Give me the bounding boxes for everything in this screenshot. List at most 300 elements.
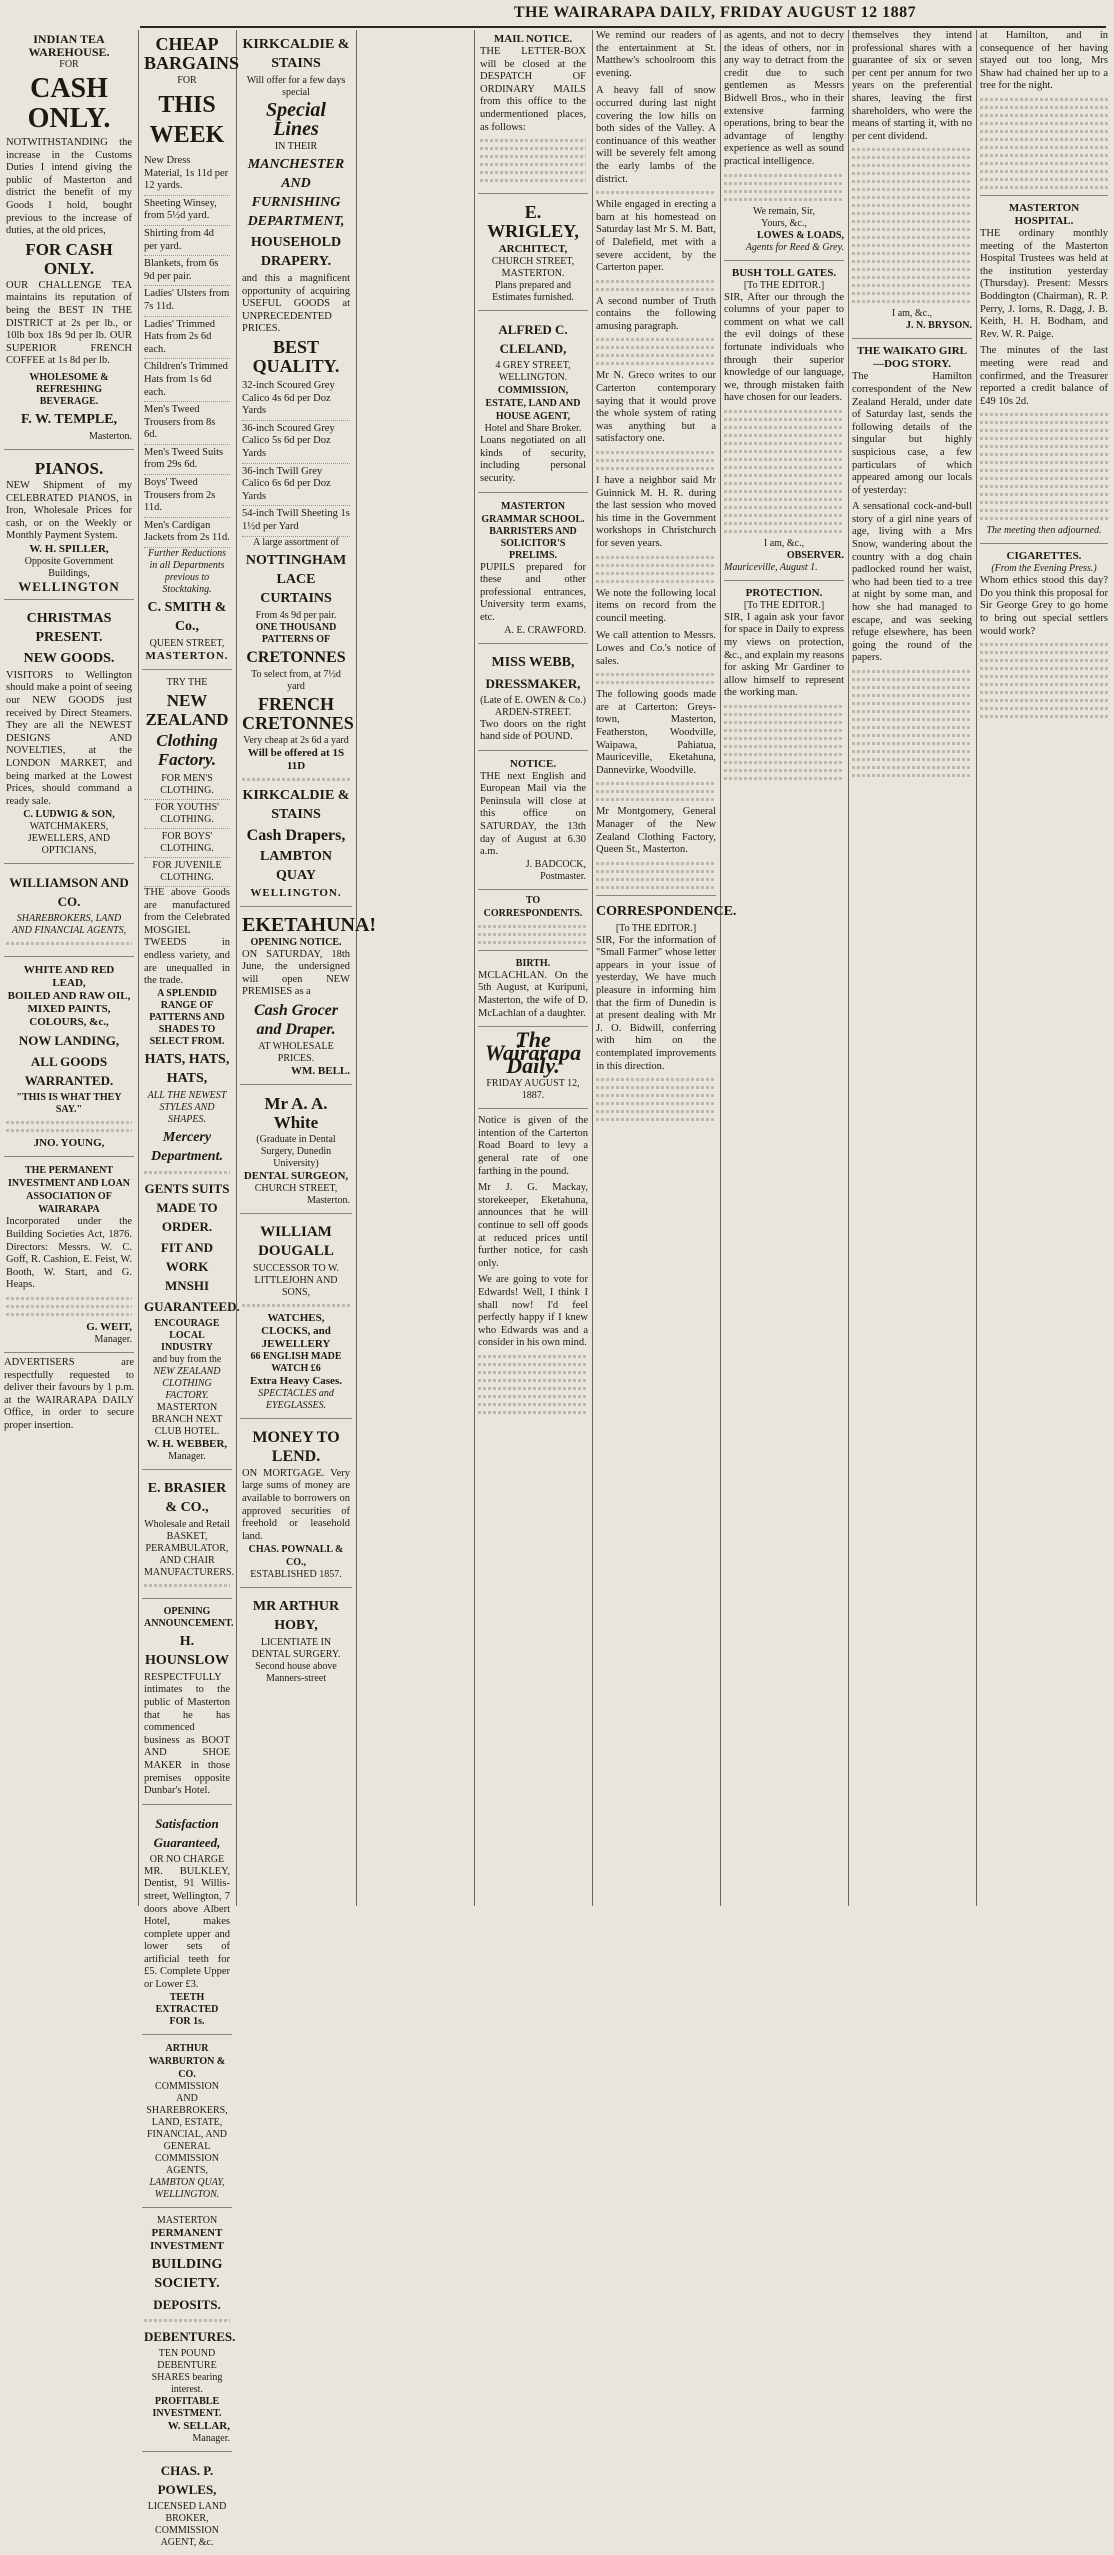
drapery-item: 36-inch Twill Grey Calico 6s 6d per Doz Yards <box>242 464 350 507</box>
kirkcaldie-name-2: KIRKCALDIE & STAINS <box>242 787 350 822</box>
column-2 <box>142 30 240 2548</box>
clothing-factory-ad <box>142 674 240 1470</box>
column-divider <box>356 30 357 1906</box>
column-divider <box>848 30 849 1906</box>
profitable: PROFITABLE INVESTMENT. <box>152 2395 222 2419</box>
lead-ad <box>4 961 134 1157</box>
text-filler <box>852 244 972 247</box>
text-filler <box>852 196 972 199</box>
text-filler <box>478 1363 588 1366</box>
divider <box>980 543 1108 544</box>
cigarettes-heading: CIGARETTES. <box>1006 550 1082 563</box>
text-filler <box>144 1171 230 1174</box>
hoby-sub: LICENTIATE IN DENTAL SURGERY. <box>251 1637 341 1661</box>
cash-grocer: Cash Grocer and Draper. <box>253 1001 338 1038</box>
text-filler <box>980 122 1108 125</box>
hospital-heading: MASTERTON HOSPITAL. <box>1008 201 1080 227</box>
text-filler <box>480 155 586 158</box>
splendid-range: A SPLENDID RANGE OF PATTERNS AND SHADES TO SELECT FROM. <box>149 987 225 1047</box>
cleland-name: ALFRED C. CLELAND, <box>498 322 568 357</box>
teeth-extracted: TEETH EXTRACTED FOR 1s. <box>155 1991 219 2027</box>
column-divider <box>976 30 977 1906</box>
new-zealand: NEW ZEALAND <box>145 691 229 730</box>
temple-name: F. W. TEMPLE, <box>20 411 118 427</box>
text-filler <box>478 925 588 928</box>
brasier-name: E. BRASIER & CO., <box>147 1480 227 1515</box>
text-filler <box>480 163 586 166</box>
text-filler <box>596 886 716 889</box>
this-week: THIS WEEK <box>149 92 225 148</box>
text-filler <box>980 186 1108 189</box>
text-filler <box>724 514 844 517</box>
text-filler <box>852 758 972 761</box>
text-filler <box>852 284 972 287</box>
column-divider <box>720 30 721 1906</box>
cash-only-heading: CASH ONLY. <box>27 73 111 134</box>
french-cretonnes: FRENCH CRETONNES <box>242 693 354 733</box>
cash-drapers: Cash Drapers, <box>246 826 346 844</box>
money-body: ON MORTGAGE. Very large sums of money are available to borrowers on approved securities of freehold or leasehold land. <box>242 1467 350 1542</box>
text-filler <box>724 490 844 493</box>
powles-sub: LICENSED LAND BROKER, COMMISSION AGENT, &c. <box>147 2500 227 2548</box>
kirkcaldie-ad <box>240 30 352 907</box>
birth-heading: BIRTH. <box>515 957 551 969</box>
text-filler <box>980 699 1108 702</box>
text-filler <box>980 445 1108 448</box>
cheap-bargains: CHEAP BARGAINS <box>144 34 240 73</box>
notice-heading: NOTICE. <box>509 757 557 770</box>
text-filler <box>852 220 972 223</box>
clothing-lines <box>144 771 230 887</box>
text-filler <box>478 1395 588 1398</box>
hospital-body-2: The minutes of the last meeting were read and confirmed, and the Treasurer reported a credit balance of £49 10s 2d. <box>980 345 1108 407</box>
text-filler <box>724 482 844 485</box>
mixed-paints: MIXED PAINTS, COLOURS, &c., <box>27 1003 111 1029</box>
spiller-address: Opposite Government Buildings, <box>24 555 114 579</box>
text-filler <box>724 190 844 193</box>
investment-body: Incorporated under the Building Societies Act, 1876. Directors: Messrs. W. C. Goff, R. Cashion, E. Feist, W. Booth, W. Start, and G. Heaps. <box>6 1216 132 1291</box>
text-filler <box>980 437 1108 440</box>
webb-ad <box>478 648 588 751</box>
ludwig-name: C. LUDWIG & SON, <box>23 809 115 821</box>
tea-heading: INDIAN TEA WAREHOUSE. <box>28 32 110 59</box>
text-filler <box>852 188 972 191</box>
lace-curtains: NOTTINGHAM LACE CURTAINS <box>245 552 347 606</box>
divider <box>596 895 716 896</box>
badcock: J. BADCOCK, <box>525 858 586 870</box>
text-filler <box>724 466 844 469</box>
opening-body: ON SATURDAY, 18th June, the undersigned will open NEW PREMISES as a <box>242 948 350 998</box>
queen-street: QUEEN STREET, <box>149 638 225 650</box>
permanent: PERMANENT INVESTMENT <box>150 2226 224 2252</box>
text-filler <box>852 252 972 255</box>
waikato-body-2: A sensational cock-and-bull story of a girl nine years of age, living with a Mrs Snow, wandering about the country with a dog chain padlocked round her waist, who had been tied to a tree at night by some man, and how she had managed to escape, and was seeking refuge elsewhere, has been going the round of the papers. <box>852 501 972 664</box>
hospital-body: THE ordinary monthly meeting of the Masterton Hospital Trustees was held at the institution yesterday (Thursday). Present: Messrs Boddington (Chairman), R. P. Perry, J. Iorns, R. Dagg, J. B. Keith, H. H. Bodham, and Rev. W. R. Paige. <box>980 227 1108 340</box>
select-from: To select from, at 7½d yard <box>251 668 341 692</box>
text-filler <box>596 862 716 865</box>
text-filler <box>852 766 972 769</box>
text-filler <box>596 354 716 357</box>
satisfaction: Satisfaction Guaranteed, <box>153 1815 221 1850</box>
news-montgomery: Mr Montgomery, General Manager of the New Zealand Clothing Factory, Queen St., Masterton. <box>596 806 716 856</box>
yours: Yours, &c., <box>761 217 807 229</box>
manchester: MANCHESTER AND FURNISHING DEPARTMENT, <box>247 157 345 229</box>
header-rule <box>140 26 1106 28</box>
clothing-line: FOR BOYS' CLOTHING. <box>144 829 230 858</box>
temple-place: Masterton. <box>88 430 132 442</box>
shares-letter: themselves they intend professional shares with a guarantee of six or seven per cent per annum for two years on the preferential shares, leaving the first shareholders, who were the means of starting it, with no per cent dividend. <box>852 30 972 142</box>
mosgiel-text: THE above Goods are manufactured from the Celebrated MOSGIEL TWEEDS in endless variety, and are unequalled in the trade. <box>144 887 230 987</box>
g-weit-role: Manager. <box>94 1333 132 1345</box>
text-filler <box>980 130 1108 133</box>
text-filler <box>724 450 844 453</box>
text-filler <box>724 434 844 437</box>
text-filler <box>980 469 1108 472</box>
guaranteed: GUARANTEED. <box>144 1298 240 1314</box>
text-filler <box>724 737 844 740</box>
text-filler <box>852 172 972 175</box>
tea-body: NOTWITHSTANDING the increase in the Customs Duties I intend giving the public of Masterton and district the benefit of my Goods I hold, bought previous to the increase of duties, at the old prices, <box>6 137 132 237</box>
english-watch: 66 ENGLISH MADE WATCH £6 <box>250 1350 342 1374</box>
to-editor: [To THE EDITOR.] <box>615 922 697 934</box>
text-filler <box>478 1355 588 1358</box>
commission: COMMISSION, ESTATE, LAND AND HOUSE AGENT, <box>485 385 581 423</box>
text-filler <box>144 2319 230 2322</box>
agents-line: Agents for Reed & Grey. <box>745 241 844 253</box>
text-filler <box>980 501 1108 504</box>
text-filler <box>980 413 1108 416</box>
text-filler <box>980 667 1108 670</box>
text-filler <box>596 673 716 676</box>
brasier-trade: Wholesale and Retail BASKET, PERAMBULATOR, AND CHAIR MANUFACTURERS. <box>144 1518 235 1578</box>
white-name: Mr A. A. White <box>264 1093 328 1132</box>
bargain-item: Blankets, from 6s 9d per pair. <box>144 256 230 286</box>
barristers: BARRISTERS AND SOLICITOR'S PRELIMS. <box>489 525 577 561</box>
cash-only-banner: FOR CASH ONLY. <box>25 239 113 278</box>
webb-sub: (Late of E. OWEN & Co.) <box>480 694 586 706</box>
dental-surgeon: DENTAL SURGEON, <box>243 1169 349 1182</box>
wrigley-name: E. WRIGLEY, <box>487 202 579 242</box>
text-filler <box>596 280 716 283</box>
boiled-oil: BOILED AND RAW OIL, <box>7 990 131 1003</box>
money-ad <box>240 1423 352 1589</box>
new-goods-heading: NEW GOODS. <box>23 650 115 666</box>
smith-name: C. SMITH & Co., <box>147 600 227 635</box>
text-filler <box>724 174 844 177</box>
wellington-label-2: WELLINGTON. <box>250 886 342 899</box>
text-filler <box>980 493 1108 496</box>
text-filler <box>6 1297 132 1300</box>
from-pair: From 4s 9d per pair. <box>255 609 337 621</box>
text-filler <box>724 182 844 185</box>
opening-notice: OPENING NOTICE. <box>250 936 342 948</box>
text-filler <box>6 1121 132 1124</box>
bargains-for: FOR <box>177 75 197 86</box>
text-filler <box>596 1102 716 1105</box>
text-filler <box>596 1110 716 1113</box>
text-filler <box>478 1387 588 1390</box>
text-filler <box>6 1129 132 1132</box>
text-filler <box>6 1305 132 1308</box>
wellington-label: WELLINGTON <box>18 578 120 594</box>
news-accident: While engaged in erecting a barn at his homestead on Saturday last Mr S. M. Batt, of Dalefield, met with a severe accident, by the Carterton paper. <box>596 199 716 274</box>
text-filler <box>596 1086 716 1089</box>
dougall-ad <box>240 1218 352 1419</box>
news-neighbor: I have a neighbor said Mr Guinnick M. H. R. during the last session who moved his time in the Government workshops in Christchurch for seven years. <box>596 475 716 549</box>
thousand-patterns: ONE THOUSAND PATTERNS OF <box>255 621 337 645</box>
text-filler <box>852 228 972 231</box>
webber: W. H. WEBBER, <box>146 1437 228 1450</box>
cleland-ad <box>478 315 588 492</box>
text-filler <box>596 346 716 349</box>
text-filler <box>980 106 1108 109</box>
news-truth: A second number of Truth contains the following amusing paragraph. <box>596 295 716 332</box>
text-filler <box>480 171 586 174</box>
tea-warehouse-ad <box>4 30 134 450</box>
beverage-line: WHOLESOME & REFRESHING BEVERAGE. <box>29 371 109 407</box>
church-street: CHURCH STREET, <box>254 1182 338 1194</box>
bargain-item: Ladies' Ulsters from 7s 11d. <box>144 286 230 316</box>
text-filler <box>980 691 1108 694</box>
branch: MASTERTON BRANCH NEXT CLUB HOTEL. <box>151 1401 223 1437</box>
white-masterton: Masterton. <box>306 1194 350 1206</box>
observer: OBSERVER. <box>786 549 844 561</box>
text-filler <box>478 1379 588 1382</box>
meeting-adjourned: The meeting then adjourned. <box>986 525 1102 537</box>
text-filler <box>596 1078 716 1081</box>
birth-body: MCLACHLAN. On the 5th August, at Kuripuni, Masterton, the wife of D. McLachlan of a daughter. <box>478 969 588 1019</box>
jno-young: JNO. YOUNG, <box>33 1137 105 1150</box>
wrigley-addr: CHURCH STREET, MASTERTON. <box>491 256 575 280</box>
bush-heading: BUSH TOLL GATES. <box>731 266 837 279</box>
text-filler <box>980 170 1108 173</box>
agents-letter: as agents, and not to decry the ideas of others, nor in any way to detract from the credit due to such gentlemen as Messrs Bidwell Bros., who in their extensive farming operations, bring to bear the advantage of lengthy experience as well as sound practical intelligence. <box>724 30 844 167</box>
wrigley-ad <box>478 198 588 311</box>
bargain-item: Ladies' Trimmed Hats from 2s 6d each. <box>144 317 230 360</box>
christmas-ad <box>4 604 134 865</box>
text-filler <box>6 1313 132 1316</box>
mercery: Mercery Department. <box>151 1129 223 1164</box>
text-filler <box>596 1118 716 1121</box>
text-filler <box>852 212 972 215</box>
investment-heading: THE PERMANENT INVESTMENT AND LOAN ASSOCIATION OF WAIRARAPA <box>7 1165 131 1216</box>
hamilton-story: at Hamilton, and in consequence of her having stayed out too long, Mrs Shaw had chained her up to a tree for the night. <box>980 30 1108 92</box>
cigarettes-source: (From the Evening Press.) <box>991 563 1097 575</box>
text-filler <box>242 1304 350 1307</box>
text-filler <box>852 236 972 239</box>
text-filler <box>724 761 844 764</box>
masterton-2: MASTERTON <box>156 2214 218 2226</box>
text-filler <box>852 694 972 697</box>
pupils: PUPILS prepared for these and other professional entrances, University term exams, etc. <box>480 561 586 623</box>
text-filler <box>852 742 972 745</box>
news-lowes: We call attention to Messrs. Lowes and Co.'s notice of sales. <box>596 630 716 667</box>
text-filler <box>480 147 586 150</box>
divider <box>980 195 1108 196</box>
try-the: TRY THE <box>166 677 208 689</box>
lowes-signature: LOWES & LOADS, <box>757 229 844 241</box>
text-filler <box>724 498 844 501</box>
text-filler <box>980 707 1108 710</box>
text-filler <box>980 146 1108 149</box>
text-filler <box>724 713 844 716</box>
daily-date: FRIDAY AUGUST 12, 1887. <box>486 1078 580 1102</box>
text-filler <box>724 705 844 708</box>
drapery-item: 54-inch Twill Sheeting 1s 1½d per Yard <box>242 506 350 536</box>
text-filler <box>852 702 972 705</box>
grammar-school: MASTERTON GRAMMAR SCHOOL. <box>481 500 585 525</box>
investment-ad <box>4 1161 134 1353</box>
column-7 <box>852 30 972 1906</box>
clothing-line: FOR MEN'S CLOTHING. <box>144 771 230 800</box>
text-filler <box>852 300 972 303</box>
hounslow-body: RESPECTFULLY intimates to the public of Masterton that he has commenced business as BOOT AND SHOE MAKER in those premises opposite Dunbar's Hotel. <box>144 1671 230 1797</box>
buy-from: and buy from the <box>152 1353 222 1365</box>
text-filler <box>478 1411 588 1414</box>
deposits: DEPOSITS. <box>153 2296 221 2312</box>
notice-body: THE next English and European Mail via the Peninsula will close at this office on SATURDAY, the 13th day of August at 6.30 a.m. <box>480 770 586 858</box>
text-filler <box>724 777 844 780</box>
postmaster: Postmaster. <box>540 870 586 882</box>
shapes: ALL THE NEWEST STYLES AND SHAPES. <box>147 1089 227 1125</box>
arden-street: ARDEN-STREET. <box>494 706 572 718</box>
pianos-heading: PIANOS. <box>34 458 104 478</box>
building-society: BUILDING SOCIETY. <box>151 2256 223 2291</box>
powles-name: CHAS. P. POWLES, <box>157 2462 217 2497</box>
bargain-item: Children's Trimmed Hats from 1s 6d each. <box>144 359 230 402</box>
bargain-item: Men's Tweed Trousers from 8s 6d. <box>144 402 230 445</box>
news-local: We note the following local items on record from the council meeting. <box>596 587 716 624</box>
encourage: ENCOURAGE LOCAL INDUSTRY <box>154 1317 220 1353</box>
webber-role: Manager. <box>168 1450 206 1462</box>
divider <box>478 950 588 951</box>
text-filler <box>478 1371 588 1374</box>
protection-body: SIR, I again ask your favor for space in Daily to express my views on protection, &c., and explain my reasons for asking Mr Gardiner to allow himself to represent the working man. <box>724 611 844 699</box>
text-filler <box>480 139 586 142</box>
text-filler <box>852 710 972 713</box>
powles-ad <box>142 2456 232 2555</box>
coffee-body: OUR CHALLENGE TEA maintains its reputation of being the BEST IN THE DISTRICT at 2s per lb., or 10lb box 18s 9d per lb. OUR SUPERIOR FRENCH COFFEE at 1s 8d per lb. <box>6 279 132 367</box>
hotel-broker: Hotel and Share Broker. <box>484 423 582 435</box>
christmas-body: VISITORS to Wellington should make a point of seeing our NEW GOODS just received by Direct Steamers. They are all the NEWEST DESIGNS AND NOVELTIES, at the LONDON MARKET, and being marked at the Lowest Prices, should command a ready sale. <box>6 669 132 807</box>
opening-announcement: OPENING ANNOUNCEMENT. <box>144 1605 234 1629</box>
column-6 <box>724 30 844 1906</box>
arthur-name: ARTHUR WARBURTON & CO. <box>148 2042 226 2080</box>
text-filler <box>980 517 1108 520</box>
news-intro: We remind our readers of the entertainment at St. Matthew's schoolroom this evening. <box>596 30 716 79</box>
text-filler <box>724 442 844 445</box>
text-filler <box>852 774 972 777</box>
news-list: The following goods made are at Carterton: Greys-town, Masterton, Featherston, Woodville, Waipawa, Pahiatua, Mauriceville, Eketahuna, Dannevirke, Woodville. <box>596 689 716 776</box>
letter-body: SIR, For the information of "Small Farmer" whose letter appears in your issue of yesterday, We have much pleasure in informing him that the firm of Dunedin is at present dealing with Mr J. O. Bidwill, conferring with him on the contemplated improvements in this direction. <box>596 934 716 1072</box>
text-filler <box>980 114 1108 117</box>
text-filler <box>596 362 716 365</box>
white-ad <box>240 1089 352 1214</box>
column-divider <box>236 30 237 1906</box>
text-filler <box>980 477 1108 480</box>
cretonnes: CRETONNES <box>246 648 346 666</box>
page-header: THE WAIRARAPA DAILY, FRIDAY AUGUST 12 1887 <box>513 4 917 21</box>
protection-editor: [To THE EDITOR.] <box>743 599 825 611</box>
text-filler <box>596 681 716 684</box>
what-they-say: "THIS IS WHAT THEY SAY." <box>16 1092 122 1116</box>
text-filler <box>852 260 972 263</box>
building-society-ad <box>142 2212 236 2452</box>
text-filler <box>852 750 972 753</box>
text-filler <box>144 1584 230 1587</box>
text-filler <box>596 790 716 793</box>
bargain-item: Boys' Tweed Trousers from 2s 11d. <box>144 475 230 518</box>
text-filler <box>724 458 844 461</box>
text-filler <box>596 191 716 194</box>
text-filler <box>980 651 1108 654</box>
in-their: IN THEIR <box>274 141 318 152</box>
text-filler <box>596 459 716 462</box>
bargain-item: New Dress Material, 1s 11d per 12 yards. <box>144 153 230 196</box>
g-weit: G. WEIT, <box>86 1320 132 1333</box>
column-divider <box>138 30 139 1906</box>
offer: Will offer for a few days special <box>246 75 346 98</box>
brasier-ad <box>142 1474 235 1599</box>
text-filler <box>6 942 132 945</box>
text-filler <box>980 138 1108 141</box>
bargains-ad <box>142 30 240 670</box>
text-filler <box>980 683 1108 686</box>
bargain-item: Men's Cardigan Jackets from 2s 11d. <box>144 518 230 548</box>
protection-heading: PROTECTION. <box>745 586 823 599</box>
dougall-name: WILLIAM DOUGALL <box>258 1223 334 1259</box>
bryson-name: J. N. BRYSON. <box>905 320 972 332</box>
ludwig-trade: WATCHMAKERS, JEWELLERS, AND OPTICIANS, <box>27 821 111 857</box>
text-filler <box>596 338 716 341</box>
text-filler <box>852 156 972 159</box>
column-5 <box>596 30 737 1906</box>
hoby-ad <box>240 1592 352 1691</box>
best-quality: BEST QUALITY. <box>252 336 340 376</box>
large-assortment: A large assortment of <box>253 536 339 548</box>
mail-notice <box>478 30 588 194</box>
bryson-signed: I am, &c., <box>891 308 933 320</box>
hoby-addr: Second house above Manners-street <box>255 1661 337 1685</box>
signed: I am, &c., <box>763 537 805 549</box>
lambton-quay: LAMBTON QUAY <box>259 848 333 883</box>
text-filler <box>980 675 1108 678</box>
advertisers-notice: ADVERTISERS are respectfully requested to deliver their favours by 1 p.m. at the WAIRARAPA DAILY Office, in order to secure proper insertion. <box>4 1356 134 1431</box>
text-filler <box>980 461 1108 464</box>
text-filler <box>478 1403 588 1406</box>
drapery-item: 32-inch Scoured Grey Calico 4s 6d per Doz Yards <box>242 378 350 421</box>
spiller-name: W. H. SPILLER, <box>29 542 109 555</box>
text-filler <box>852 148 972 151</box>
bulkley-body: MR. BULKLEY, Dentist, 91 Willis-street, Wellington, 7 doors above Albert Hotel, makes complete upper and lower sets of artificial teeth for £5. Complete Upper or Lower £3. <box>144 1865 230 1991</box>
cleland-addr: 4 GREY STREET, WELLINGTON. <box>495 360 571 384</box>
clothing-line: FOR JUVENILE CLOTHING. <box>144 858 230 887</box>
text-filler <box>478 941 588 944</box>
fit-and-work: FIT AND WORK MNSHI <box>160 1239 214 1293</box>
bargain-item: Sheeting Winsey, from 5½d yard. <box>144 196 230 226</box>
nz-factory-2: NEW ZEALAND CLOTHING FACTORY. <box>153 1365 221 1401</box>
eketahuna-ad <box>240 911 377 1085</box>
plans: Plans prepared and Estimates furnished. <box>492 280 574 304</box>
webb-body: Two doors on the right hand side of POUND. <box>480 718 586 743</box>
text-filler <box>852 180 972 183</box>
lambton: LAMBTON QUAY, WELLINGTON. <box>149 2176 225 2200</box>
dentist-ad <box>142 1809 232 2035</box>
loans: Loans negotiated on all kinds of security, including personal security. <box>480 435 586 484</box>
text-filler <box>980 178 1108 181</box>
dougall-sub: SUCCESSOR TO W. LITTLEJOHN AND SONS, <box>252 1262 340 1298</box>
wm-bell: WM. BELL. <box>291 1064 350 1077</box>
